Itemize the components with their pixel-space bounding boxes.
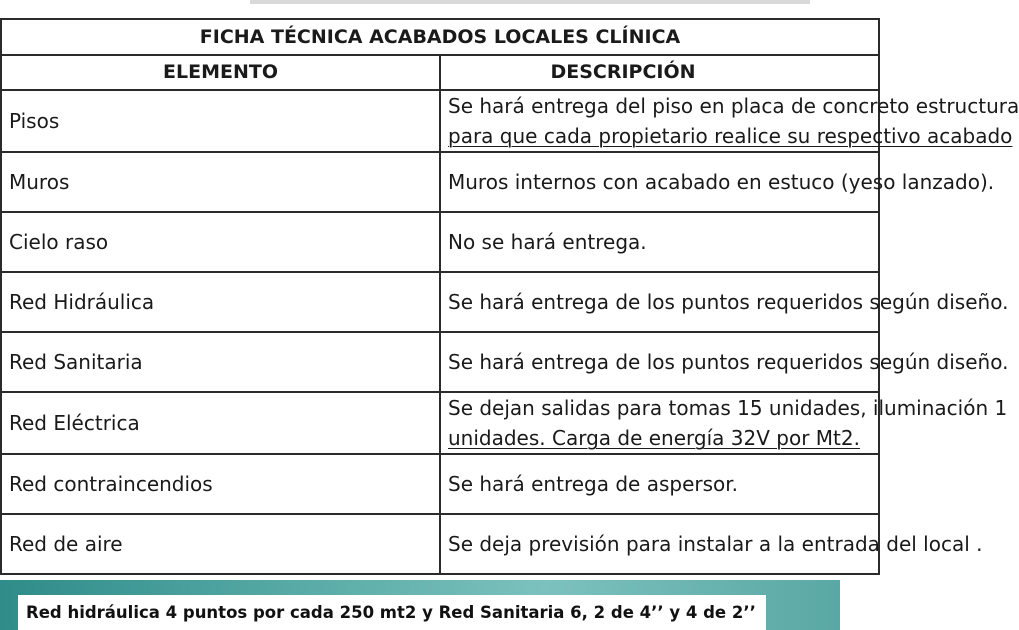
table-row — [1, 212, 879, 272]
descripcion-line: Se dejan salidas para tomas 15 unidades, iluminación 1 — [448, 396, 1008, 420]
footer-note: Red hidráulica 4 puntos por cada 250 mt2 y Red Sanitaria 6, 2 de 4’’ y 4 de 2’’ — [18, 595, 766, 630]
descripcion-line: unidades. Carga de energía 32V por Mt2. — [448, 426, 860, 450]
table-row — [1, 152, 879, 212]
elemento-cell: Cielo raso — [1, 212, 440, 272]
table-row — [1, 332, 879, 392]
descripcion-line: Se hará entrega de aspersor. — [448, 472, 738, 496]
elemento-cell: Red Eléctrica — [1, 392, 440, 454]
column-header-elemento: ELEMENTO — [1, 55, 440, 90]
table-row — [1, 454, 879, 514]
descripcion-cell — [440, 332, 1009, 392]
descripcion-line: Se hará entrega de los puntos requeridos según diseño. — [448, 350, 1009, 374]
column-header-descripcion: DESCRIPCIÓN — [440, 55, 879, 90]
elemento-cell: Pisos — [1, 90, 440, 152]
elemento-cell: Red contraincendios — [1, 454, 440, 514]
descripcion-cell — [440, 272, 1009, 332]
descripcion-cell — [440, 392, 1008, 454]
elemento-cell: Red Sanitaria — [1, 332, 440, 392]
table-row — [1, 514, 879, 574]
table-title: FICHA TÉCNICA ACABADOS LOCALES CLÍNICA — [1, 19, 879, 55]
table-row — [1, 392, 879, 454]
elemento-cell: Red de aire — [1, 514, 440, 574]
top-divider — [250, 0, 810, 4]
descripcion-line: Se hará entrega de los puntos requeridos según diseño. — [448, 290, 1009, 314]
descripcion-line: No se hará entrega. — [448, 230, 647, 254]
descripcion-cell — [440, 212, 879, 272]
descripcion-line: Se hará entrega del piso en placa de concreto estructura — [448, 94, 1019, 118]
descripcion-cell — [440, 454, 879, 514]
descripcion-cell — [440, 90, 1019, 152]
spec-table — [0, 18, 1019, 575]
descripcion-cell — [440, 514, 983, 574]
elemento-cell: Red Hidráulica — [1, 272, 440, 332]
descripcion-line: Se deja previsión para instalar a la entrada del local . — [448, 532, 983, 556]
descripcion-line: para que cada propietario realice su respectivo acabado — [448, 124, 1013, 148]
top-strip — [0, 0, 840, 18]
descripcion-line: Muros internos con acabado en estuco (yeso lanzado). — [448, 170, 995, 194]
elemento-cell: Muros — [1, 152, 440, 212]
table-row — [1, 272, 879, 332]
table-row — [1, 90, 879, 152]
descripcion-cell — [440, 152, 995, 212]
